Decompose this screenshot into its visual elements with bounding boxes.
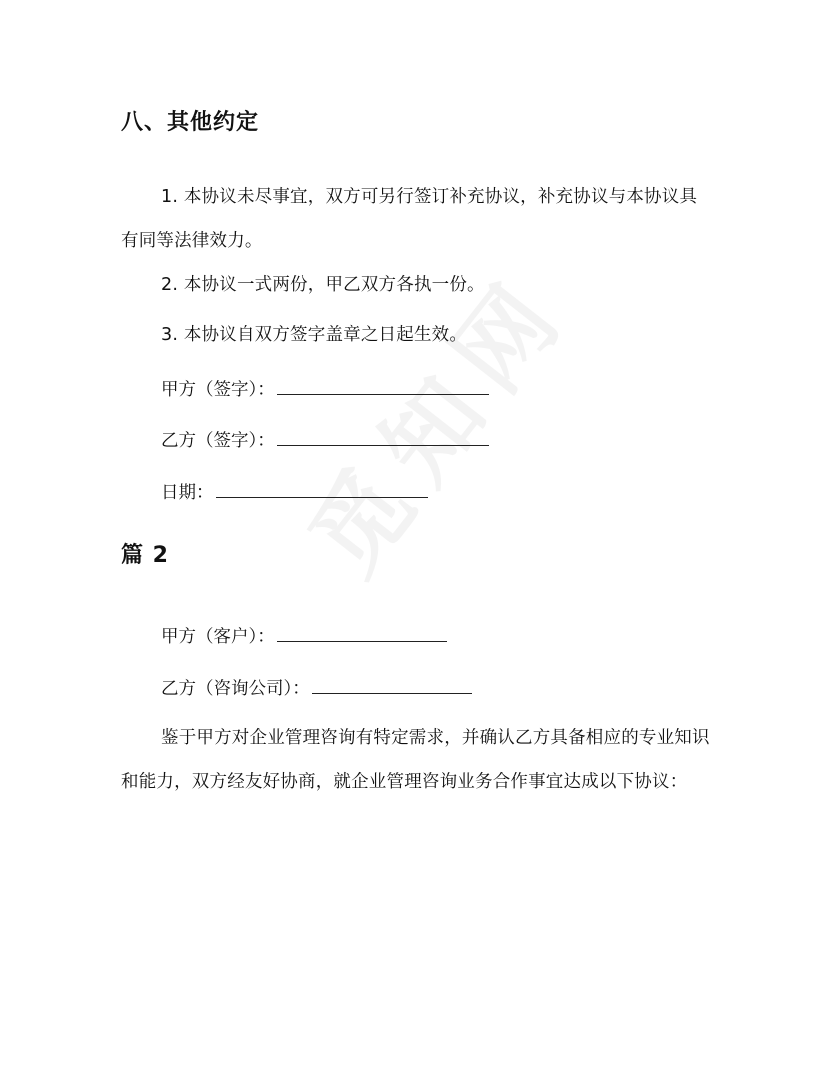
party-a-client-field[interactable] — [277, 623, 447, 642]
clause-1: 1. 本协议未尽事宜，双方可另行签订补充协议，补充协议与本协议具有同等法律效力。 — [121, 187, 698, 251]
party-b-consultant-row — [161, 675, 472, 701]
party-a-signature-field[interactable] — [277, 376, 489, 395]
section-heading-part-2: 篇 2 — [121, 543, 169, 568]
agreement-intro-paragraph: 鉴于甲方对企业管理咨询有特定需求，并确认乙方具备相应的专业知识和能力，双方经友好协商，就企业管理咨询业务合作事宜达成以下协议： — [121, 728, 710, 792]
party-b-consultant-label: 乙方（咨询公司）： — [161, 679, 310, 699]
clause-3: 3. 本协议自双方签字盖章之日起生效。 — [161, 325, 468, 345]
party-a-signature-row — [161, 376, 489, 402]
party-b-consultant-field[interactable] — [312, 675, 472, 694]
date-row — [161, 479, 428, 505]
date-field[interactable] — [216, 479, 428, 498]
clause-2: 2. 本协议一式两份，甲乙双方各执一份。 — [161, 275, 485, 295]
party-b-signature-field[interactable] — [277, 427, 489, 446]
party-b-signature-label: 乙方（签字）： — [161, 431, 275, 451]
section-heading-other-terms: 八、其他约定 — [121, 110, 260, 135]
party-a-client-label: 甲方（客户）： — [161, 627, 275, 647]
date-label: 日期： — [161, 483, 214, 503]
party-a-signature-label: 甲方（签字）： — [161, 380, 275, 400]
party-b-signature-row — [161, 427, 489, 453]
party-a-client-row — [161, 623, 447, 649]
